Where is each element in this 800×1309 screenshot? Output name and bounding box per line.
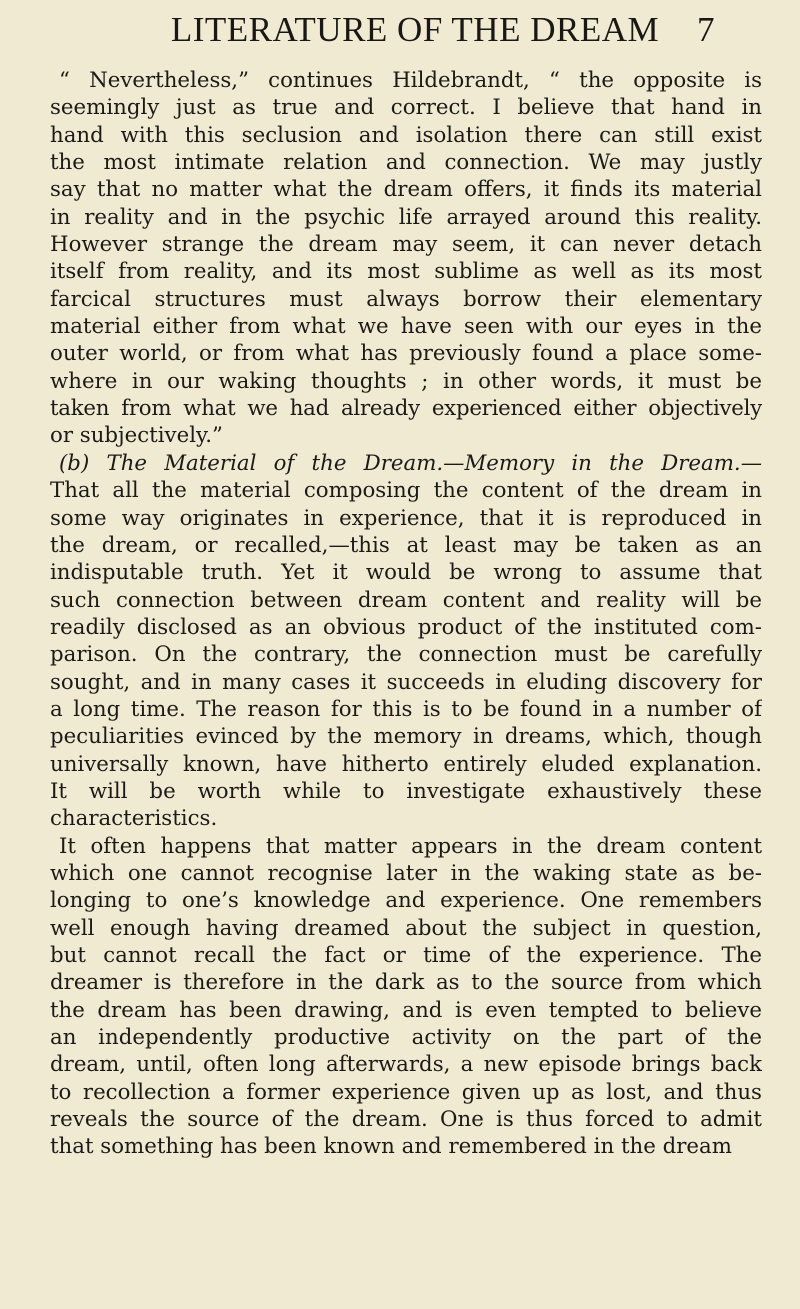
text-line: where in our waking thoughts ; in other words, it must be bbox=[50, 368, 762, 394]
text-line: farcical structures must always borrow their elementary bbox=[50, 286, 762, 312]
text-line: seemingly just as true and correct. I believe that hand in bbox=[50, 95, 762, 121]
text-line: to recollection a former experience given up as lost, and thus bbox=[50, 1079, 762, 1105]
paragraph-forgotten-sources bbox=[50, 833, 762, 1161]
text-line: universally known, have hitherto entirely eluded explanation. bbox=[50, 751, 762, 777]
text-line: in reality and in the psychic life arrayed around this reality. bbox=[50, 204, 762, 230]
text-line: but cannot recall the fact or time of the experience. The bbox=[50, 943, 762, 968]
text-line: However strange the dream may seem, it can never detach bbox=[50, 232, 762, 258]
text-line: sought, and in many cases it succeeds in eluding discovery for bbox=[50, 669, 762, 695]
text-line: indisputable truth. Yet it would be wrong to assume that bbox=[50, 560, 762, 586]
text-line: taken from what we had already experienced either objectively bbox=[50, 396, 762, 422]
text-line: That all the material composing the content of the dream in bbox=[50, 478, 762, 504]
body-text bbox=[50, 67, 762, 1161]
running-head: LITERATURE OF THE DREAM bbox=[170, 10, 660, 49]
text-line: parison. On the contrary, the connection must be carefully bbox=[50, 642, 762, 668]
text-line: readily disclosed as an obvious product of the instituted com- bbox=[50, 614, 762, 640]
text-line: hand with this seclusion and isolation there can still exist bbox=[50, 122, 762, 148]
text-line: dream, until, often long afterwards, a new episode brings back bbox=[50, 1052, 762, 1078]
text-line: peculiarities evinced by the memory in dreams, which, though bbox=[50, 724, 762, 750]
text-line: such connection between dream content and reality will be bbox=[50, 587, 762, 613]
paragraph-hildebrandt-quote bbox=[50, 67, 762, 450]
page-number: 7 bbox=[697, 10, 715, 49]
paragraph-section-b bbox=[50, 450, 762, 833]
text-line: the most intimate relation and connection. We may justly bbox=[50, 150, 762, 176]
text-line: some way originates in experience, that it is reproduced in bbox=[50, 505, 762, 531]
text-line: say that no matter what the dream offers, it finds its material bbox=[50, 177, 762, 203]
section-heading bbox=[50, 450, 762, 477]
text-line: material either from what we have seen with our eyes in the bbox=[50, 314, 762, 340]
text-line: which one cannot recognise later in the waking state as be- bbox=[50, 860, 762, 886]
text-line: outer world, or from what has previously found a place some- bbox=[50, 341, 762, 367]
text-line: the dream has been drawing, and is even tempted to believe bbox=[50, 997, 762, 1023]
text-line: characteristics. bbox=[50, 806, 218, 832]
text-line: It often happens that matter appears in the dream content bbox=[59, 833, 762, 859]
text-line: It will be worth while to investigate exhaustively these bbox=[50, 778, 762, 804]
text-line: the dream, or recalled,—this at least may be taken as an bbox=[50, 532, 762, 558]
text-line: well enough having dreamed about the subject in question, bbox=[50, 915, 762, 941]
section-title: The Material of the Dream.—Memory in the Dream.— bbox=[106, 450, 762, 476]
text-line: itself from reality, and its most sublime as well as its most bbox=[50, 259, 762, 285]
text-line: dreamer is therefore in the dark as to the source from which bbox=[50, 970, 762, 996]
text-line: an independently productive activity on the part of the bbox=[50, 1025, 762, 1051]
section-label: (b) bbox=[59, 450, 90, 476]
text-line: a long time. The reason for this is to be found in a number of bbox=[50, 696, 762, 722]
text-line: that something has been known and remembered in the dream bbox=[50, 1134, 732, 1160]
text-line: longing to one’s knowledge and experience. One remembers bbox=[50, 888, 762, 914]
text-line: reveals the source of the dream. One is thus forced to admit bbox=[50, 1107, 762, 1133]
text-line: “ Nevertheless,” continues Hildebrandt, “ the opposite is bbox=[59, 68, 762, 93]
text-line: or subjectively.” bbox=[50, 423, 223, 449]
